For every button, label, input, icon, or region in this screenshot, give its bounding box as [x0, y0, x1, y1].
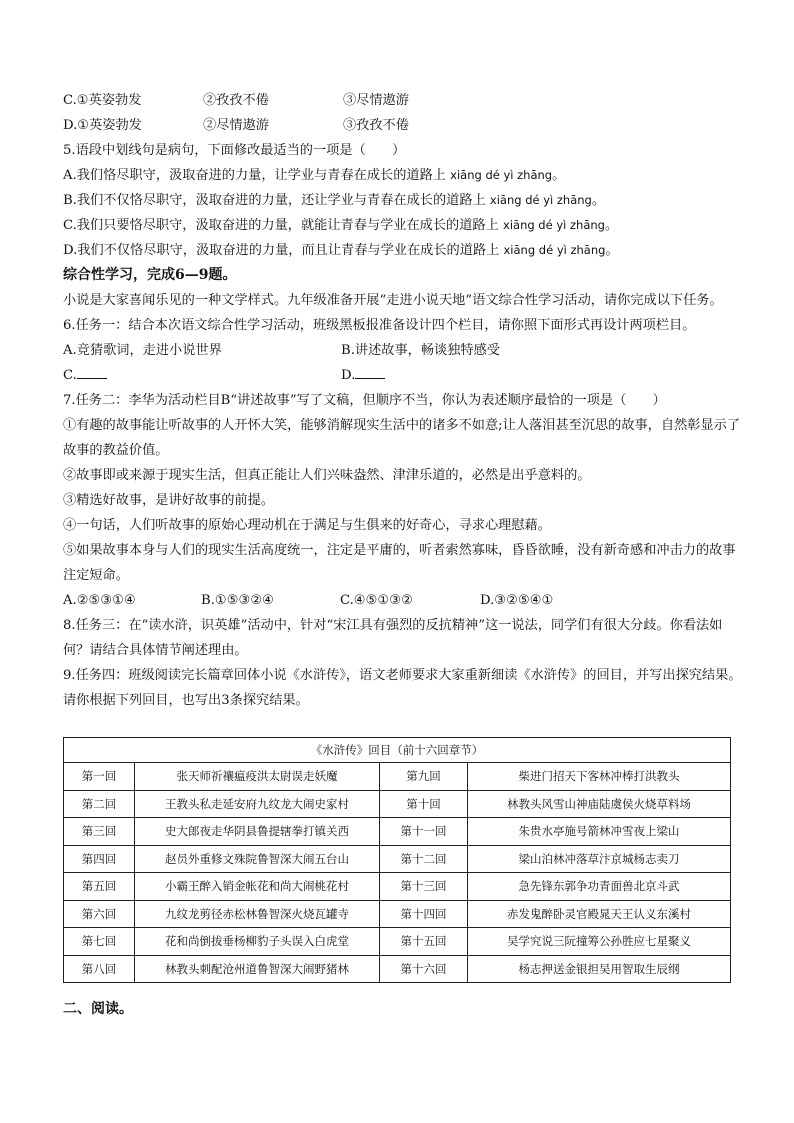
chapter-title-cell: 急先锋东郭争功青面兽北京斗武: [468, 873, 731, 901]
answer-blank-c[interactable]: [77, 364, 107, 379]
table-row: [64, 818, 731, 846]
table-row: [64, 900, 731, 928]
chapter-number-cell: 第十二回: [380, 845, 468, 873]
q7-sentence-5: ⑤如果故事本身与人们的现实生活高度统一，注定是平庸的，听者索然寡味，昏昏欲睡，没有新奇感和冲击力的故事注定短命。: [63, 543, 736, 583]
q6-stem: 6.任务一：结合本次语文综合性学习活动，班级黑板报准备设计四个栏目，请你照下面形式再设计两项栏目。: [63, 318, 696, 333]
chapter-number-cell: 第二回: [64, 790, 135, 818]
q7-sentence-3: ③精选好故事，是讲好故事的前提。: [63, 493, 274, 508]
section-2-heading: 二、阅读。: [63, 1001, 133, 1017]
chapter-number-cell: 第十六回: [380, 955, 468, 983]
chapter-title-cell: 花和尚倒拔垂杨柳豹子头误入白虎堂: [135, 928, 380, 956]
chapter-titles-table: [63, 737, 731, 983]
q7-sentence-1: ①有趣的故事能让听故事的人开怀大笑，能够消解现实生活中的诸多不如意;让人落泪甚至沉思的故事，自然彰显示了故事的教益价值。: [63, 418, 741, 458]
table-row: [64, 790, 731, 818]
table-row: [64, 845, 731, 873]
q5-option-b: B.我们不仅恪尽职守，汲取奋进的力量，还让学业与青春在成长的道路上 xiāng dé yì zhāng。: [63, 193, 606, 208]
chapter-title-cell: 小霸王醉入销金帐花和尚大闹桃花村: [135, 873, 380, 901]
q4-option-c: C.①英姿勃发 ②孜孜不倦 ③尽情遨游: [63, 93, 409, 108]
chapter-number-cell: 第五回: [64, 873, 135, 901]
q6-options-cd: C. D.: [63, 363, 743, 388]
chapter-number-cell: 第十五回: [380, 928, 468, 956]
chapter-number-cell: 第七回: [64, 928, 135, 956]
exam-page: [63, 88, 743, 713]
chapter-title-cell: 林教头风雪山神庙陆虞侯火烧草料场: [468, 790, 731, 818]
q4-option-d: D.①英姿勃发 ②尽情遨游 ③孜孜不倦: [63, 118, 409, 133]
q8-text: 8.任务三：在“读水浒，识英雄”活动中，针对“宋江具有强烈的反抗精神”这一说法，同学们有很大分歧。你看法如何？请结合具体情节阐述理由。: [63, 618, 723, 658]
table-caption: 《水浒传》回目（前十六回章节）: [64, 738, 731, 763]
section-heading: 综合性学习，完成6—9题。: [63, 267, 237, 283]
chapter-title-cell: 赤发鬼醉卧灵官殿晁天王认义东溪村: [468, 900, 731, 928]
chapter-title-cell: 张天师祈禳瘟疫洪太尉误走妖魔: [135, 763, 380, 791]
chapter-number-cell: 第六回: [64, 900, 135, 928]
chapter-title-cell: 史大郎夜走华阴县鲁提辖拳打镇关西: [135, 818, 380, 846]
q5-stem: 5.语段中划线句是病句，下面修改最适当的一项是（ ）: [63, 143, 406, 158]
q7-stem: 7.任务二：李华为活动栏目B“讲述故事”写了文稿，但顺序不当，你认为表述顺序最恰的一项是（ ）: [63, 393, 666, 408]
q9-text: 9.任务四：班级阅读完长篇章回体小说《水浒传》，语文老师要求大家重新细读《水浒传》的回目，并写出探究结果。请你根据下列回目，也写出3条探究结果。: [63, 668, 742, 708]
table-row: [64, 873, 731, 901]
answer-blank-d[interactable]: [355, 364, 385, 379]
q5-option-c: C.我们只要恪尽职守，汲取奋进的力量，就能让青春与学业在成长的道路上 xiāng dé yì zhāng。: [63, 218, 619, 233]
q7-options: A.②⑤③①④ B.①⑤③②④ C.④⑤①③② D.③②⑤④①: [63, 593, 554, 608]
q7-sentence-4: ④一句话，人们听故事的原始心理动机在于满足与生俱来的好奇心，寻求心理慰藉。: [63, 518, 551, 533]
table-row: [64, 955, 731, 983]
activity-intro: 小说是大家喜闻乐见的一种文学样式。九年级准备开展“走进小说天地”语文综合性学习活动，请你完成以下任务。: [63, 293, 723, 308]
chapter-number-cell: 第八回: [64, 955, 135, 983]
chapter-title-cell: 梁山泊林冲落草汴京城杨志卖刀: [468, 845, 731, 873]
chapter-number-cell: 第一回: [64, 763, 135, 791]
chapter-number-cell: 第十一回: [380, 818, 468, 846]
chapter-number-cell: 第十回: [380, 790, 468, 818]
chapter-title-cell: 柴进门招天下客林冲棒打洪教头: [468, 763, 731, 791]
chapter-title-cell: 林教头刺配沧州道鲁智深大闹野猪林: [135, 955, 380, 983]
chapter-title-cell: 杨志押送金银担吴用智取生辰纲: [468, 955, 731, 983]
chapter-title-cell: 赵员外重修文殊院鲁智深大闹五台山: [135, 845, 380, 873]
chapter-number-cell: 第十三回: [380, 873, 468, 901]
chapter-number-cell: 第三回: [64, 818, 135, 846]
q6-options-ab: A.竞猜歌词，走进小说世界 B.讲述故事，畅谈独特感受: [63, 343, 500, 358]
table-row: [64, 763, 731, 791]
table-row: [64, 928, 731, 956]
chapter-title-cell: 吴学究说三阮撞筹公孙胜应七星聚义: [468, 928, 731, 956]
chapter-title-cell: 朱贵水亭施号箭林冲雪夜上梁山: [468, 818, 731, 846]
q7-sentence-2: ②故事即或来源于现实生活，但真正能让人们兴味盎然、津津乐道的，必然是出乎意料的。: [63, 468, 591, 483]
chapter-number-cell: 第四回: [64, 845, 135, 873]
chapter-number-cell: 第九回: [380, 763, 468, 791]
q5-option-a: A.我们恪尽职守，汲取奋进的力量，让学业与青春在成长的道路上 xiāng dé yì zhāng。: [63, 168, 566, 183]
chapter-title-cell: 王教头私走延安府九纹龙大闹史家村: [135, 790, 380, 818]
chapter-number-cell: 第十四回: [380, 900, 468, 928]
chapter-title-cell: 九纹龙剪径赤松林鲁智深火烧瓦罐寺: [135, 900, 380, 928]
q5-option-d: D.我们不仅恪尽职守，汲取奋进的力量，而且让青春与学业在成长的道路上 xiāng dé yì zhāng。: [63, 243, 619, 258]
